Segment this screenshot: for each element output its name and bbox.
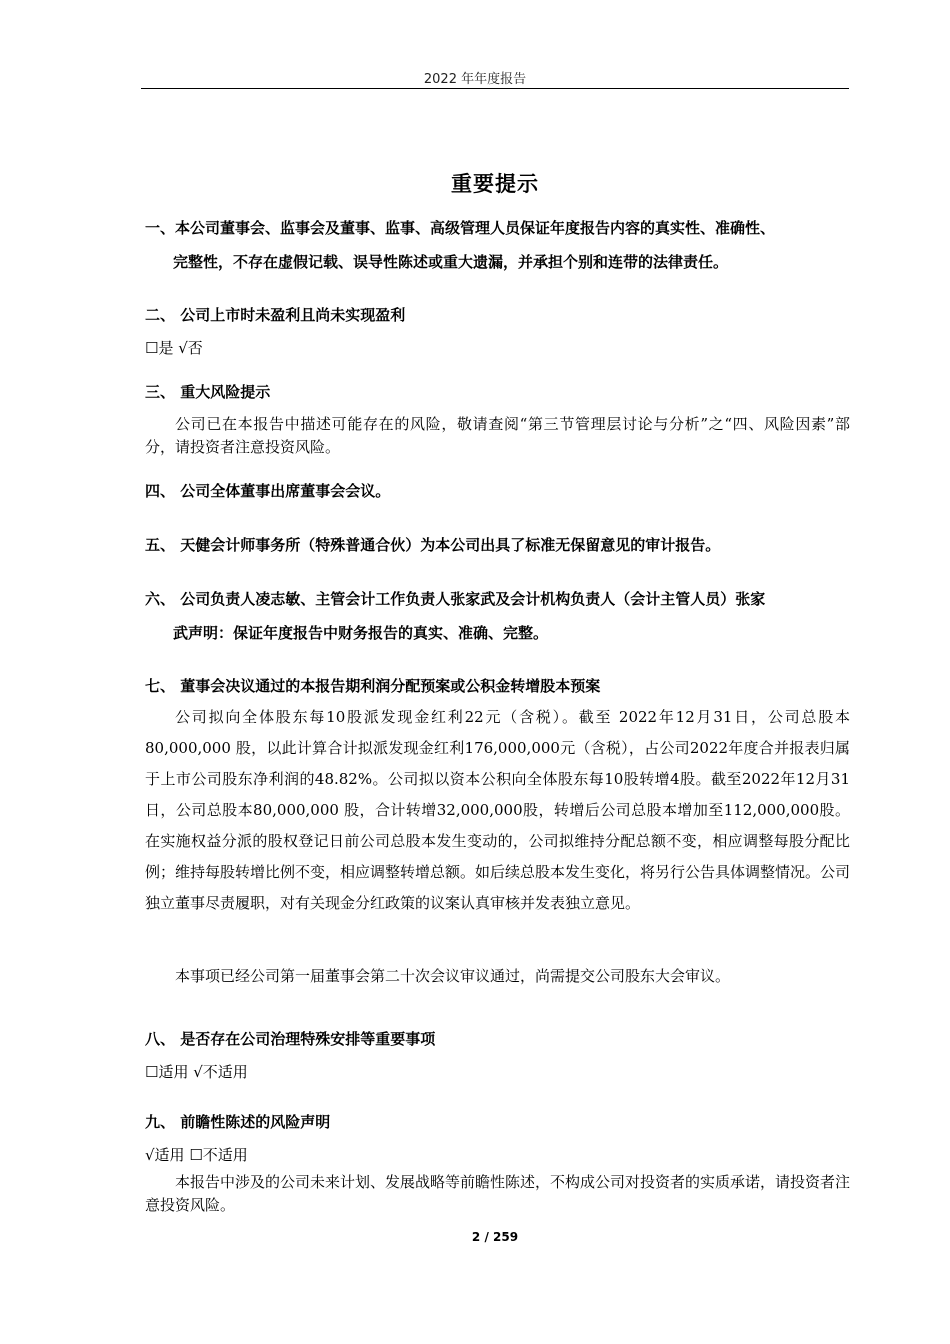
section-9-body: 本报告中涉及的公司未来计划、发展战略等前瞻性陈述，不构成公司对投资者的实质承诺，请投资者注意投资风险。 — [145, 1173, 851, 1214]
section-4-heading: 四、 公司全体董事出席董事会会议。 — [145, 482, 391, 500]
page-title: 重要提示 — [451, 172, 539, 196]
section-1 — [145, 211, 865, 279]
section-2-heading: 二、 公司上市时未盈利且尚未实现盈利 — [145, 306, 406, 324]
section-9-options: √适用 ☐不适用 — [145, 1146, 248, 1164]
section-8-heading: 八、 是否存在公司治理特殊安排等重要事项 — [145, 1030, 436, 1048]
section-1-line-2: 完整性，不存在虚假记载、误导性陈述或重大遗漏，并承担个别和连带的法律责任。 — [173, 253, 729, 271]
page-number: 2 / 259 — [471, 1230, 519, 1244]
section-6-line-1: 六、 公司负责人凌志敏、主管会计工作负责人张家武及会计机构负责人（会计主管人员）张家 — [145, 590, 766, 608]
running-header: 2022 年年度报告 — [423, 72, 527, 87]
section-2-options: ☐是 √否 — [145, 339, 203, 357]
section-6-line-2: 武声明：保证年度报告中财务报告的真实、准确、完整。 — [173, 624, 549, 642]
section-6 — [145, 582, 865, 650]
section-8-options: ☐适用 √不适用 — [145, 1063, 248, 1081]
section-5-heading: 五、 天健会计师事务所（特殊普通合伙）为本公司出具了标准无保留意见的审计报告。 — [145, 536, 721, 554]
section-3-heading: 三、 重大风险提示 — [145, 383, 271, 401]
section-7-body-1: 公司拟向全体股东每10股派发现金红利22元（含税）。截至 2022年12月31日，公司总股本80,000,000 股，以此计算合计拟派发现金红利176,000,000元（含税），占公司2022年度合并报表归属于上市公司股东净利润的48.82%。公司拟以资本公积向全体股东每10股转增4股。截至2022年12月31日，公司总股本80,000,000 股，合计转增32,000,000股，转增后公司总股本增加至112,000,000股。在实施权益分派的股权登记日前公司总股本发生变动的，公司拟维持分配总额不变，相应调整每股分配比例；维持每股转增比例不变，相应调整转增总额。如后续总股本发生变化，将另行公告具体调整情况。公司独立董事尽责履职，对有关现金分红政策的议案认真审核并发表独立意见。 — [145, 708, 851, 912]
section-7-body-2: 本事项已经公司第一届董事会第二十次会议审议通过，尚需提交公司股东大会审议。 — [175, 967, 731, 985]
section-1-line-1: 一、本公司董事会、监事会及董事、监事、高级管理人员保证年度报告内容的真实性、准确性、 — [145, 219, 776, 237]
section-7-heading: 七、 董事会决议通过的本报告期利润分配预案或公积金转增股本预案 — [145, 677, 601, 695]
section-9-heading: 九、 前瞻性陈述的风险声明 — [145, 1113, 331, 1131]
header-rule — [141, 88, 849, 89]
section-3-body: 公司已在本报告中描述可能存在的风险，敬请查阅“第三节管理层讨论与分析”之“四、风险因素”部分，请投资者注意投资风险。 — [145, 415, 850, 456]
